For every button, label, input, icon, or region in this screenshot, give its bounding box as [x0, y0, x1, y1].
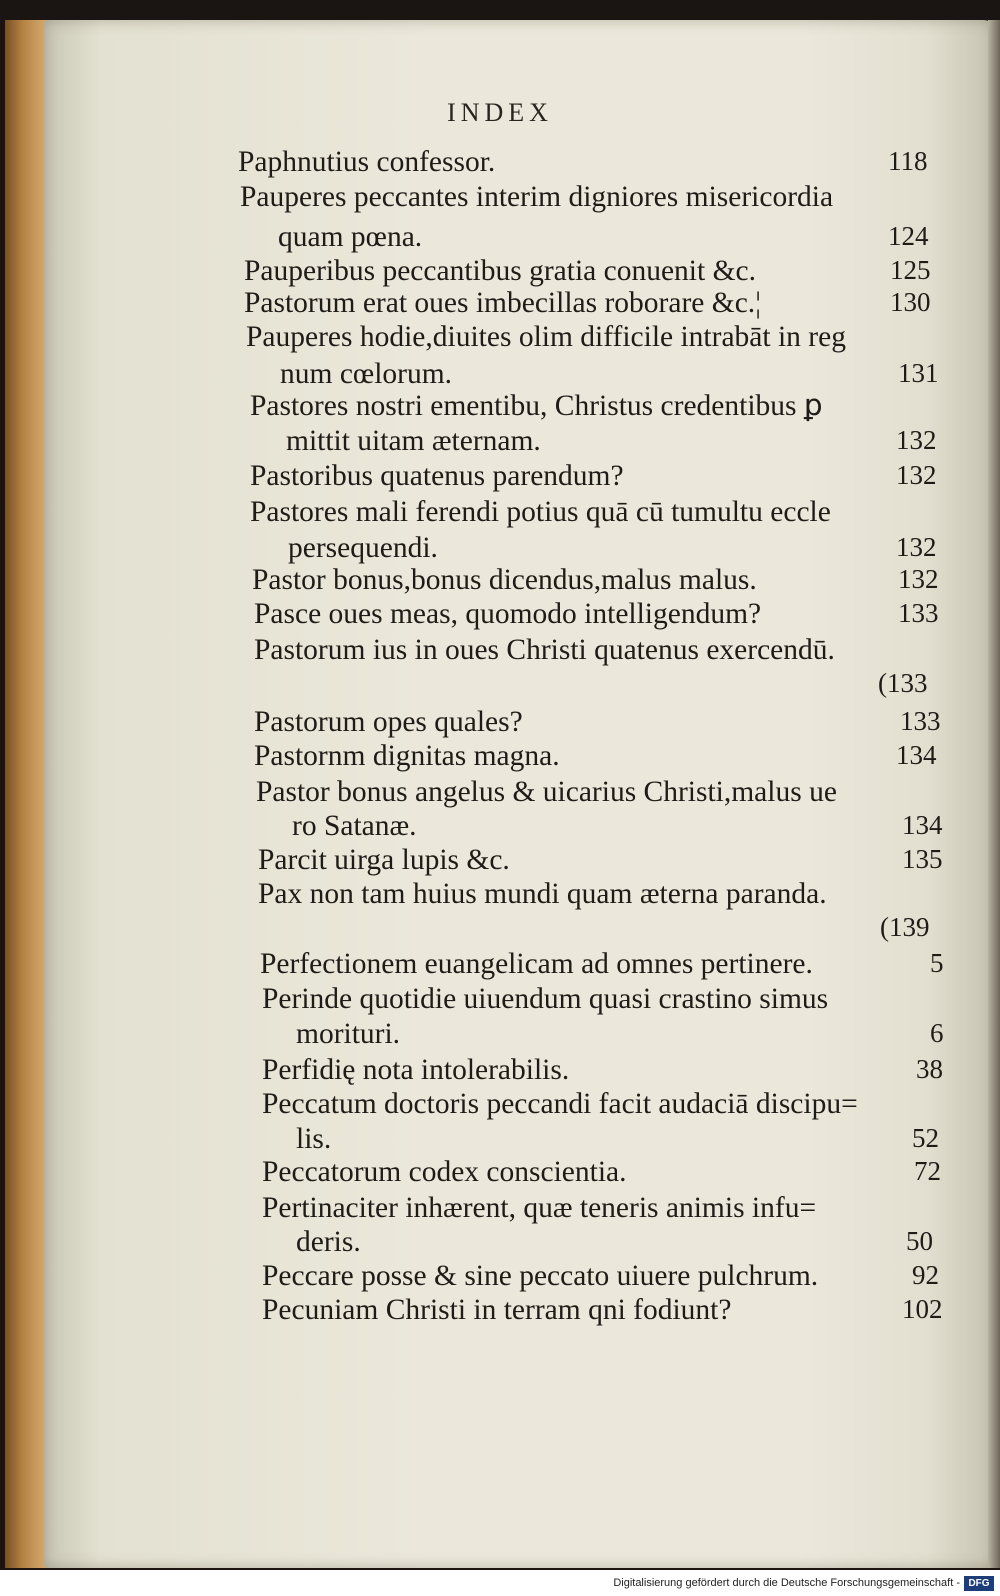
- entry-page-number: 135: [902, 844, 943, 874]
- entry-text: Pastoribus quatenus parendum?: [250, 460, 624, 492]
- entry-text: Pasce oues meas, quomodo intelligendum?: [254, 598, 762, 630]
- entry-text: num cœlorum.: [280, 358, 453, 390]
- entry-text: persequendi.: [288, 532, 438, 564]
- entry-text: Parcit uirga lupis &c.: [258, 844, 510, 876]
- entry-text: Pastor bonus,bonus dicendus,malus malus.: [252, 564, 757, 596]
- entry-text: Pastorum ius in oues Christi quatenus exercendū.: [254, 634, 835, 666]
- entry-text: Peccare posse & sine peccato uiuere pulchrum.: [262, 1260, 819, 1292]
- dfg-logo: DFG: [964, 1576, 994, 1591]
- entry-page-number: 132: [898, 564, 939, 594]
- entry-text: Perfidię nota intolerabilis.: [262, 1054, 570, 1086]
- entry-page-number: 132: [896, 425, 937, 455]
- entry-page-number: 131: [898, 358, 939, 388]
- entry-page-number: 5: [930, 948, 944, 978]
- entry-page-number: (133: [878, 668, 928, 698]
- entry-text: Pastor bonus angelus & uicarius Christi,malus ue: [256, 776, 837, 808]
- page-edge-shadow: [988, 20, 1000, 1568]
- entry-page-number: 52: [912, 1123, 939, 1153]
- entry-text: morituri.: [296, 1018, 401, 1050]
- entry-page-number: 92: [912, 1260, 939, 1290]
- footer-bar: [0, 1573, 1000, 1596]
- entry-page-number: 6: [930, 1018, 944, 1048]
- entry-text: Paphnutius confessor.: [238, 146, 496, 178]
- entry-text: Pastorum erat oues imbecillas roborare &c.¦: [244, 287, 762, 319]
- entry-text: Pastores mali ferendi potius quā cū tumultu eccle: [250, 496, 831, 528]
- entry-text: deris.: [296, 1226, 361, 1258]
- entry-page-number: 118: [888, 146, 928, 176]
- entry-page-number: 125: [890, 255, 931, 285]
- entry-page-number: 130: [890, 287, 931, 317]
- entry-page-number: 133: [898, 598, 939, 628]
- entry-text: ro Satanæ.: [292, 810, 417, 842]
- entry-page-number: 38: [916, 1054, 943, 1084]
- entry-page-number: (139: [880, 912, 930, 942]
- entry-text: Pertinaciter inhærent, quæ teneris animis infu=: [262, 1192, 817, 1224]
- entry-text: Pauperes hodie,diuites olim difficile intrabāt in reg: [246, 321, 846, 353]
- entry-page-number: 102: [902, 1294, 943, 1324]
- entry-text: Pauperibus peccantibus gratia conuenit &c.: [244, 255, 756, 287]
- entry-text: Pastorum opes quales?: [254, 706, 523, 738]
- entry-text: quam pœna.: [278, 221, 423, 253]
- page-header: INDEX: [447, 98, 553, 127]
- entry-page-number: 132: [896, 532, 937, 562]
- entry-text: Pax non tam huius mundi quam æterna paranda.: [258, 878, 827, 910]
- footer-credit: Digitalisierung gefördert durch die Deutsche Forschungsgemeinschaft -: [613, 1577, 960, 1589]
- entry-text: Peccatum doctoris peccandi facit audaciā discipu=: [262, 1088, 858, 1120]
- entry-page-number: 132: [896, 460, 937, 490]
- entry-page-number: 124: [888, 221, 929, 251]
- entry-page-number: 50: [906, 1226, 933, 1256]
- entry-text: Perinde quotidie uiuendum quasi crastino simus: [262, 983, 829, 1015]
- entry-text: Pecuniam Christi in terram qni fodiunt?: [262, 1294, 732, 1326]
- entry-text: Pastornm dignitas magna.: [254, 740, 560, 772]
- entry-page-number: 134: [902, 810, 943, 840]
- entry-page-number: 72: [914, 1156, 941, 1186]
- entry-text: Peccatorum codex conscientia.: [262, 1156, 627, 1188]
- entry-text: lis.: [296, 1123, 332, 1155]
- entry-page-number: 134: [896, 740, 937, 770]
- entry-text: Pauperes peccantes interim digniores misericordia: [240, 181, 834, 213]
- entry-page-number: 133: [900, 706, 941, 736]
- entry-text: Pastores nostri ementibu, Christus credentibus ꝑ: [250, 390, 823, 422]
- entry-text: mittit uitam æternam.: [286, 425, 541, 457]
- entry-text: Perfectionem euangelicam ad omnes pertinere.: [260, 948, 813, 980]
